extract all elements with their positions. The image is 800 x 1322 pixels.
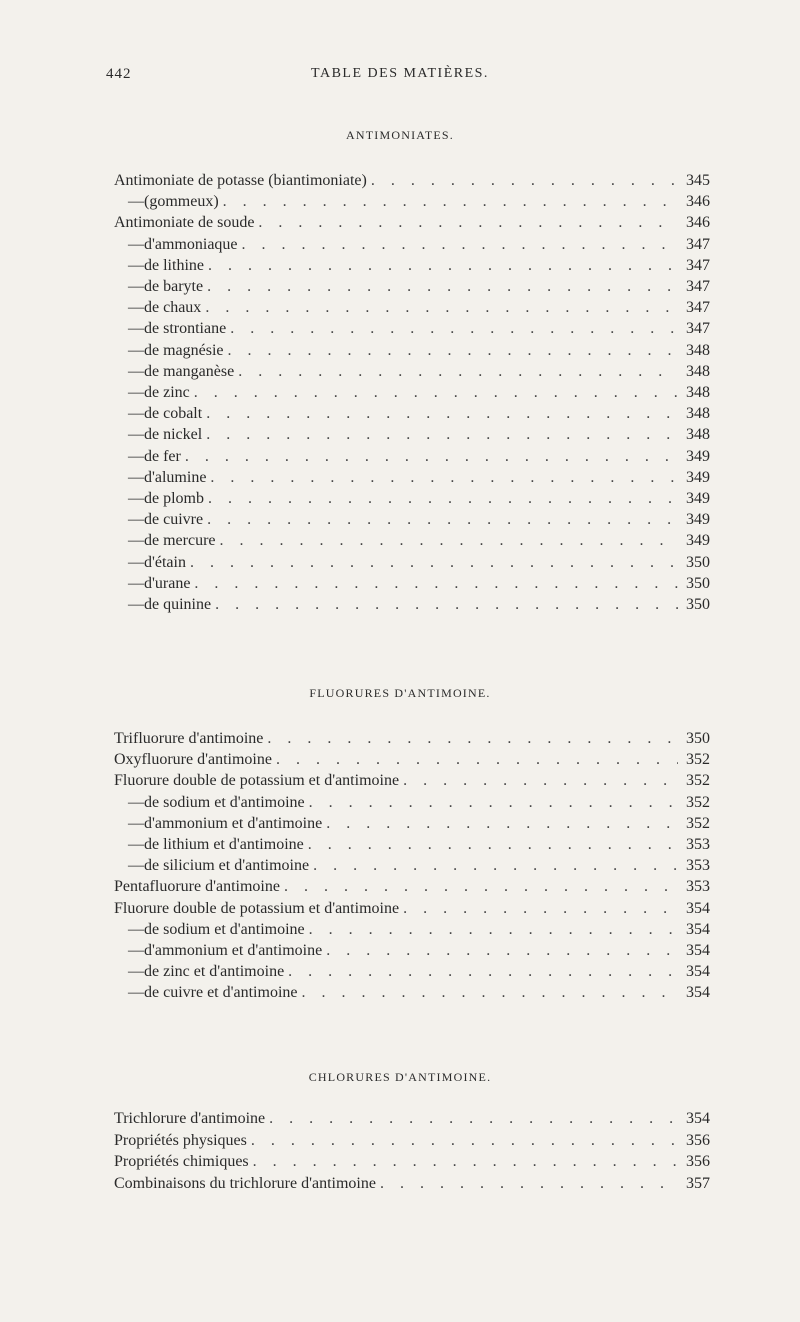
toc-entry bbox=[128, 234, 710, 256]
leader-dots bbox=[380, 1173, 678, 1195]
toc-entry-page: 349 bbox=[686, 468, 710, 486]
leader-dots bbox=[276, 749, 678, 771]
leader-dots bbox=[206, 424, 678, 446]
toc-entry-label: de zinc bbox=[144, 384, 190, 401]
toc-entry-label: de silicium et d'antimoine bbox=[144, 857, 310, 875]
toc-entry-page: 349 bbox=[686, 490, 710, 507]
leader-dots bbox=[269, 1108, 678, 1130]
leader-dots bbox=[288, 961, 678, 983]
toc-entry-label: de manganèse bbox=[144, 362, 235, 380]
toc-entry-label: de cobalt bbox=[144, 405, 203, 423]
toc-entry-page: 352 bbox=[686, 751, 710, 769]
toc-entry-dash: — bbox=[128, 574, 144, 592]
toc-entry-page: 350 bbox=[686, 596, 710, 613]
leader-dots bbox=[403, 898, 678, 920]
leader-dots bbox=[251, 1130, 678, 1152]
leader-dots bbox=[206, 403, 678, 425]
toc-entry-page: 350 bbox=[686, 574, 710, 592]
toc-entry-page: 346 bbox=[686, 214, 710, 232]
toc-entry-page: 347 bbox=[686, 320, 710, 338]
toc-entry-page: 347 bbox=[686, 278, 710, 295]
leader-dots bbox=[208, 255, 678, 277]
toc-entry bbox=[114, 876, 710, 898]
toc-entry-page: 348 bbox=[686, 341, 710, 359]
toc-entry-dash: — bbox=[128, 320, 144, 338]
toc-entry bbox=[114, 749, 710, 771]
toc-entry bbox=[114, 898, 710, 920]
toc-entry-page: 348 bbox=[686, 426, 710, 444]
toc-entry bbox=[128, 982, 710, 1004]
toc-entry-label: Fluorure double de potassium et d'antimoine bbox=[114, 772, 400, 790]
toc-entry-label: d'urane bbox=[144, 574, 191, 592]
toc-entry-dash: — bbox=[128, 857, 144, 875]
leader-dots bbox=[185, 446, 678, 468]
section-title-antimoniates: ANTIMONIATES. bbox=[346, 128, 454, 142]
section-title-chlorures: CHLORURES D'ANTIMOINE. bbox=[308, 1070, 492, 1084]
toc-entry-page: 353 bbox=[686, 857, 710, 875]
toc-entry-label: de quinine bbox=[144, 596, 212, 613]
toc-entry bbox=[114, 1108, 710, 1130]
toc-entry bbox=[128, 446, 710, 468]
toc-entry-dash: — bbox=[128, 384, 144, 401]
toc-entry-dash: — bbox=[128, 836, 144, 853]
toc-entry-label: de lithium et d'antimoine bbox=[144, 836, 304, 853]
leader-dots bbox=[242, 234, 678, 256]
toc-entry-page: 348 bbox=[686, 362, 710, 380]
toc-entry-dash: — bbox=[128, 468, 144, 486]
toc-entry bbox=[114, 212, 710, 234]
toc-entry bbox=[128, 961, 710, 983]
toc-entry-dash: — bbox=[128, 814, 144, 832]
toc-entry-dash: — bbox=[128, 405, 144, 423]
toc-entry-page: 349 bbox=[686, 511, 710, 529]
toc-entry-label: Pentafluorure d'antimoine bbox=[114, 878, 280, 896]
toc-entry-page: 353 bbox=[686, 878, 710, 896]
toc-entry bbox=[128, 792, 710, 814]
toc-entry-dash: — bbox=[128, 511, 144, 529]
toc-entry-dash: — bbox=[128, 426, 144, 444]
toc-entry-label: Trifluorure d'antimoine bbox=[114, 730, 264, 747]
toc-entry-dash: — bbox=[128, 447, 144, 465]
toc-entry-dash: — bbox=[128, 490, 144, 507]
toc-entry-page: 349 bbox=[686, 447, 710, 465]
toc-entry-page: 348 bbox=[686, 405, 710, 423]
toc-entry-label: d'ammonium et d'antimoine bbox=[144, 814, 323, 832]
toc-entry bbox=[114, 1151, 710, 1173]
leader-dots bbox=[309, 919, 678, 941]
toc-entry bbox=[128, 403, 710, 425]
leader-dots bbox=[267, 728, 678, 750]
toc-entry-label: de plomb bbox=[144, 490, 204, 507]
toc-entry bbox=[128, 813, 710, 835]
toc-entry-dash: — bbox=[128, 256, 144, 274]
toc-entry-page: 350 bbox=[686, 730, 710, 747]
toc-entry-label: de magnésie bbox=[144, 341, 224, 359]
leader-dots bbox=[238, 361, 678, 383]
toc-entry-label: de cuivre et d'antimoine bbox=[144, 984, 298, 1002]
toc-entry bbox=[114, 770, 710, 792]
toc-entry-label: de zinc et d'antimoine bbox=[144, 963, 285, 981]
toc-entry-page: 347 bbox=[686, 235, 710, 253]
toc-entry-label: de sodium et d'antimoine bbox=[144, 920, 305, 938]
leader-dots bbox=[371, 170, 678, 192]
toc-entry-page: 349 bbox=[686, 532, 710, 550]
section-title-fluorures: FLUORURES D'ANTIMOINE. bbox=[309, 686, 491, 700]
toc-entry-dash: — bbox=[128, 299, 144, 317]
toc-entry bbox=[128, 509, 710, 531]
toc-entry-page: 353 bbox=[686, 836, 710, 853]
toc-entry-label: Trichlorure d'antimoine bbox=[114, 1110, 266, 1127]
toc-entry-label: Oxyfluorure d'antimoine bbox=[114, 751, 272, 769]
toc-entry bbox=[128, 340, 710, 362]
leader-dots bbox=[258, 212, 678, 234]
toc-entry bbox=[114, 1130, 710, 1152]
toc-entry-label: Propriétés physiques bbox=[114, 1131, 247, 1149]
toc-entry-label: d'alumine bbox=[144, 468, 207, 486]
toc-entry bbox=[128, 940, 710, 962]
leader-dots bbox=[210, 467, 678, 489]
toc-entry-page: 354 bbox=[686, 963, 710, 981]
running-title: TABLE DES MATIÈRES. bbox=[311, 66, 489, 81]
toc-entry-dash: — bbox=[128, 278, 144, 295]
toc-entry-label: de fer bbox=[144, 447, 181, 465]
toc-entry-label: de mercure bbox=[144, 532, 216, 550]
toc-entry bbox=[114, 728, 710, 750]
toc-entry-page: 350 bbox=[686, 553, 710, 571]
toc-entry-page: 354 bbox=[686, 984, 710, 1002]
toc-entry-page: 356 bbox=[686, 1131, 710, 1149]
toc-entry bbox=[128, 424, 710, 446]
toc-entry-label: d'ammoniaque bbox=[144, 235, 238, 253]
toc-entry bbox=[128, 573, 710, 595]
leader-dots bbox=[223, 191, 678, 213]
toc-entry-page: 346 bbox=[686, 193, 710, 211]
toc-entry bbox=[128, 191, 710, 213]
toc-entry-dash: — bbox=[128, 984, 144, 1002]
toc-entry bbox=[128, 855, 710, 877]
toc-entry-label: (gommeux) bbox=[144, 193, 219, 211]
leader-dots bbox=[215, 594, 678, 616]
toc-entry bbox=[128, 255, 710, 277]
leader-dots bbox=[228, 340, 678, 362]
leader-dots bbox=[326, 940, 678, 962]
toc-entry-label: d'étain bbox=[144, 553, 186, 571]
toc-entry-label: de chaux bbox=[144, 299, 202, 317]
toc-entry-dash: — bbox=[128, 793, 144, 811]
toc-entry-page: 356 bbox=[686, 1153, 710, 1170]
toc-entry-page: 354 bbox=[686, 1110, 710, 1127]
toc-entry-dash: — bbox=[128, 193, 144, 211]
toc-entry-label: de nickel bbox=[144, 426, 203, 444]
toc-entry-label: Fluorure double de potassium et d'antimoine bbox=[114, 899, 400, 917]
toc-entry-page: 352 bbox=[686, 772, 710, 790]
toc-entry-label: de lithine bbox=[144, 256, 204, 274]
toc-entry bbox=[128, 297, 710, 319]
toc-entry bbox=[128, 382, 710, 404]
toc-entry-dash: — bbox=[128, 920, 144, 938]
toc-entry-page: 357 bbox=[686, 1174, 710, 1192]
toc-entry-label: Antimoniate de soude bbox=[114, 214, 255, 232]
leader-dots bbox=[194, 382, 678, 404]
toc-entry-label: de cuivre bbox=[144, 511, 204, 529]
leader-dots bbox=[313, 855, 678, 877]
toc-entry-dash: — bbox=[128, 963, 144, 981]
leader-dots bbox=[284, 876, 678, 898]
toc-entry bbox=[128, 318, 710, 340]
toc-entry-page: 354 bbox=[686, 942, 710, 959]
toc-entry bbox=[128, 467, 710, 489]
toc-entry-label: de baryte bbox=[144, 278, 204, 295]
toc-entry-label: de sodium et d'antimoine bbox=[144, 793, 305, 811]
toc-entry-label: Propriétés chimiques bbox=[114, 1153, 249, 1170]
toc-entry-label: de strontiane bbox=[144, 320, 227, 338]
toc-entry-page: 352 bbox=[686, 814, 710, 832]
toc-entry bbox=[128, 834, 710, 856]
leader-dots bbox=[308, 834, 678, 856]
page-number: 442 bbox=[106, 66, 132, 82]
toc-entry bbox=[128, 488, 710, 510]
leader-dots bbox=[403, 770, 678, 792]
leader-dots bbox=[326, 813, 678, 835]
toc-entry bbox=[128, 530, 710, 552]
toc-entry-dash: — bbox=[128, 235, 144, 253]
leader-dots bbox=[207, 276, 678, 298]
toc-entry bbox=[114, 1173, 710, 1195]
leader-dots bbox=[207, 509, 678, 531]
toc-entry-dash: — bbox=[128, 362, 144, 380]
toc-entry-label: Combinaisons du trichlorure d'antimoine bbox=[114, 1174, 376, 1192]
leader-dots bbox=[194, 573, 678, 595]
toc-entry-label: d'ammonium et d'antimoine bbox=[144, 942, 323, 959]
toc-entry-dash: — bbox=[128, 596, 144, 613]
toc-entry-dash: — bbox=[128, 553, 144, 571]
toc-entry-page: 345 bbox=[686, 172, 710, 189]
toc-entry bbox=[128, 361, 710, 383]
leader-dots bbox=[253, 1151, 678, 1173]
toc-entry-page: 347 bbox=[686, 256, 710, 274]
toc-entry-dash: — bbox=[128, 532, 144, 550]
toc-entry-dash: — bbox=[128, 942, 144, 959]
toc-entry-label: Antimoniate de potasse (biantimoniate) bbox=[114, 172, 367, 189]
leader-dots bbox=[309, 792, 678, 814]
leader-dots bbox=[190, 552, 678, 574]
toc-entry bbox=[128, 552, 710, 574]
toc-entry-page: 352 bbox=[686, 793, 710, 811]
leader-dots bbox=[208, 488, 678, 510]
leader-dots bbox=[220, 530, 678, 552]
toc-entry bbox=[128, 919, 710, 941]
toc-entry-page: 354 bbox=[686, 899, 710, 917]
leader-dots bbox=[205, 297, 678, 319]
toc-entry-page: 347 bbox=[686, 299, 710, 317]
toc-entry bbox=[128, 594, 710, 616]
toc-entry bbox=[128, 276, 710, 298]
page-header bbox=[0, 66, 800, 86]
toc-entry-page: 348 bbox=[686, 384, 710, 401]
toc-entry-dash: — bbox=[128, 341, 144, 359]
toc-entry-page: 354 bbox=[686, 920, 710, 938]
leader-dots bbox=[302, 982, 679, 1004]
leader-dots bbox=[230, 318, 678, 340]
toc-entry bbox=[114, 170, 710, 192]
